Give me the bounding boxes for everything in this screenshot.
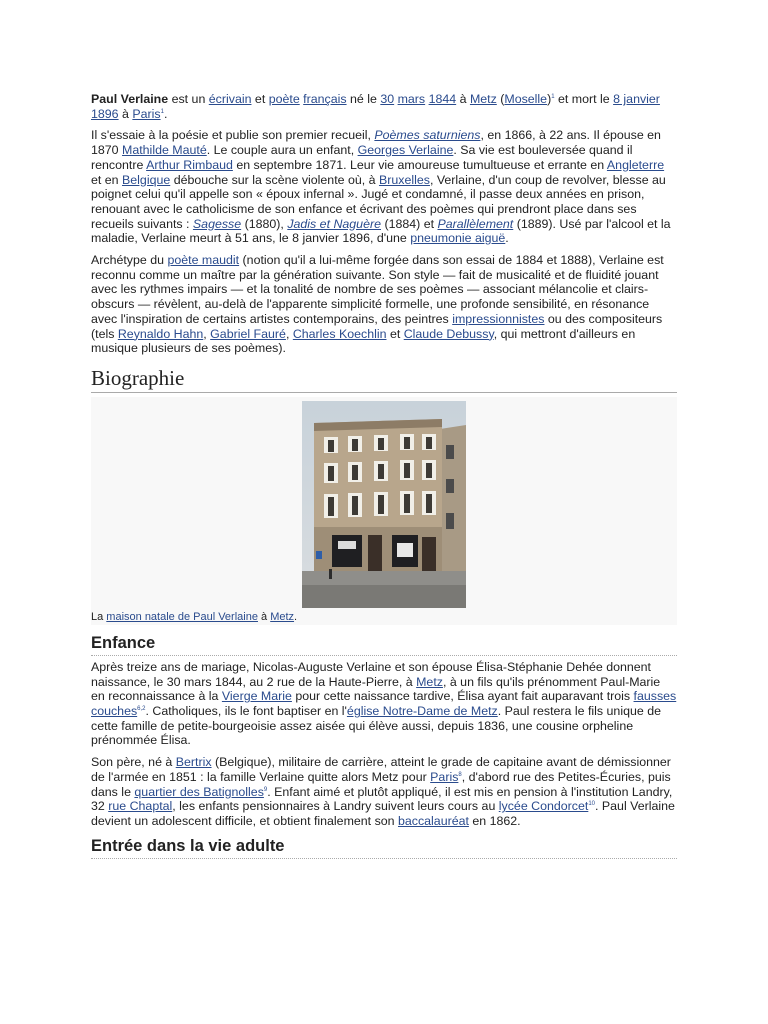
link-bruxelles[interactable]: Bruxelles	[378, 172, 430, 187]
text: (	[496, 92, 505, 106]
text: Son père, né à	[91, 755, 176, 770]
link-metz-caption[interactable]: Metz	[270, 610, 295, 623]
link-1896[interactable]: 1896	[91, 106, 119, 121]
subject-name: Paul Verlaine	[91, 92, 169, 106]
text: et	[251, 92, 269, 106]
text: , en 1866, à 22 ans. Il épouse en 1870	[91, 128, 661, 158]
text: . Le couple aura un enfant,	[206, 143, 358, 158]
link-jadis-et-naguere[interactable]: Jadis et Naguère	[287, 216, 381, 231]
text: . Catholiques, ils le font baptiser en l'	[145, 704, 347, 719]
text: , les enfants pensionnaires à Landry suivent leurs cours au	[172, 799, 499, 814]
text: La	[91, 610, 107, 623]
intro-paragraph-2	[91, 128, 677, 246]
footnote-ref[interactable]: 8	[458, 771, 462, 778]
text: Il s'essaie à la poésie et publie son premier recueil,	[91, 128, 375, 143]
text: , qui mettront d'ailleurs en musique plusieurs de ses poèmes).	[91, 326, 636, 356]
link-paris-enfance[interactable]: Paris	[430, 769, 459, 784]
text: ,	[285, 326, 293, 341]
text: et en	[91, 172, 123, 187]
text: débouche sur la scène violente où, à	[170, 172, 379, 187]
text: .	[505, 231, 509, 246]
text: (1889). Usé par l'alcool et la maladie, Verlaine meurt à 51 ans, le 8 janvier 1896, d'une	[91, 216, 671, 246]
link-bertrix[interactable]: Bertrix	[175, 755, 212, 770]
footnote-ref[interactable]: 6,2	[137, 705, 146, 712]
link-angleterre[interactable]: Angleterre	[606, 157, 665, 172]
link-30[interactable]: 30	[380, 92, 395, 106]
text: .	[163, 106, 168, 121]
link-ecrivain[interactable]: écrivain	[208, 92, 252, 106]
link-poete-maudit[interactable]: poète maudit	[167, 253, 240, 268]
link-fausses-couches[interactable]: fausses couches	[91, 689, 677, 719]
link-claude-debussy[interactable]: Claude Debussy	[403, 326, 494, 341]
link-mars[interactable]: mars	[397, 92, 426, 106]
text: . Enfant aimé et plutôt appliqué, il est mis en pension à l'institution Landry, 32	[91, 784, 673, 814]
link-vierge-marie[interactable]: Vierge Marie	[221, 689, 292, 704]
footnote-ref[interactable]: 10	[588, 801, 596, 808]
section-heading-vie-adulte: Entrée dans la vie adulte	[91, 836, 677, 859]
link-parallelement[interactable]: Parallèlement	[437, 216, 514, 231]
link-lycee-condorcet[interactable]: lycée Condorcet	[498, 799, 589, 814]
footnote-ref[interactable]: 9	[263, 786, 268, 793]
article-body	[91, 92, 677, 863]
link-moselle[interactable]: Moselle	[504, 92, 548, 106]
link-reynaldo-hahn[interactable]: Reynaldo Hahn	[117, 326, 204, 341]
link-1844[interactable]: 1844	[428, 92, 457, 106]
text: est un	[168, 92, 209, 106]
section-heading-enfance: Enfance	[91, 633, 677, 656]
text: . Sa vie est bouleversée quand il rencontre	[91, 143, 633, 172]
text: (notion qu'il a lui-même forgée dans son essai de 1884 et 1888), Verlaine est reconnu comme un maître par la génération suivante. Son style — fait de musicalité et de fluidité jouant avec les rythmes impairs — et la tonalité de nombre de ses poèmes — associant mélancolie et clairs-obscurs — révèlent, au-delà de l'apparente simplicité formelle, une profonde sensibilité, en résonance avec l'inspiration de certains artistes contemporains, des peintres	[91, 253, 664, 326]
link-pneumonie[interactable]: pneumonie aiguë	[410, 231, 506, 246]
text: et	[386, 326, 404, 341]
building-image	[302, 401, 466, 608]
link-poemes-saturniens[interactable]: Poèmes saturniens	[374, 128, 481, 143]
link-gabriel-faure[interactable]: Gabriel Fauré	[210, 326, 286, 341]
text: né le	[346, 92, 381, 106]
footnote-ref[interactable]: 1	[551, 93, 555, 100]
link-8-janvier[interactable]: 8 janvier	[613, 92, 660, 106]
text: à	[456, 92, 470, 106]
link-metz[interactable]: Metz	[469, 92, 497, 106]
link-georges-verlaine[interactable]: Georges Verlaine	[357, 143, 454, 158]
text: en 1862.	[468, 813, 521, 828]
text: , d'abord rue des Petites-Écuries, puis dans le	[91, 769, 671, 799]
link-metz-enfance[interactable]: Metz	[416, 674, 443, 689]
link-maison-natale[interactable]: maison natale de Paul Verlaine	[106, 610, 258, 623]
text: , Verlaine, d'un coup de revolver, blesse au poignet celui qu'il appelle son « époux infernal ». Jugé et condamné, il passe deux années en prison, renouant avec le catholicisme de son enfance et écrivant des poèmes qui prendront place dans ses recueils suivants :	[91, 172, 666, 231]
link-belgique[interactable]: Belgique	[122, 172, 171, 187]
text: à	[118, 106, 133, 121]
link-baccalaureat[interactable]: baccalauréat	[397, 813, 469, 828]
intro-paragraph-1	[91, 92, 677, 121]
link-mathilde-maute[interactable]: Mathilde Mauté	[122, 143, 207, 158]
text: en septembre 1871. Leur vie amoureuse tumultueuse et errante en	[232, 157, 607, 172]
text: . Paul restera le fils unique de cette famille de petite-bourgeoisie assez aisée qui élève aussi, depuis 1836, une cousine orpheline prénommée Élisa.	[91, 704, 661, 748]
enfance-paragraph-2	[91, 755, 677, 829]
link-francais[interactable]: français	[303, 92, 347, 106]
text: et mort le	[554, 92, 614, 106]
figure-caption	[91, 611, 297, 623]
link-paris[interactable]: Paris	[132, 106, 161, 121]
link-rue-chaptal[interactable]: rue Chaptal	[108, 799, 173, 814]
text: Archétype du	[91, 253, 168, 268]
text: )	[547, 92, 552, 106]
footnote-ref[interactable]: 1	[160, 108, 164, 115]
text: .	[294, 610, 298, 623]
text: (Belgique), militaire de carrière, atteint le grade de capitaine avant de démissionner de l'armée en 1851 : la famille Verlaine quitte alors Metz pour	[91, 755, 671, 784]
text: (1884) et	[381, 216, 438, 231]
enfance-paragraph-1	[91, 660, 677, 748]
section-heading-biographie: Biographie	[91, 366, 677, 393]
birthplace-photo[interactable]	[302, 401, 466, 608]
link-sagesse[interactable]: Sagesse	[192, 216, 242, 231]
link-batignolles[interactable]: quartier des Batignolles	[134, 784, 264, 799]
link-charles-koechlin[interactable]: Charles Koechlin	[292, 326, 387, 341]
link-poete[interactable]: poète	[268, 92, 300, 106]
intro-paragraph-3	[91, 253, 677, 356]
text: . Paul Verlaine devient un adolescent difficile, et obtient finalement son	[91, 799, 675, 828]
figure-birthplace	[91, 397, 677, 625]
text: à	[257, 610, 271, 623]
text: ,	[203, 326, 211, 341]
text: , à un fils qu'ils prénomment Paul-Marie en reconnaissance à la	[91, 674, 661, 704]
text: (1880),	[241, 216, 288, 231]
text: pour cette naissance tardive, Élisa ayant fait auparavant trois	[291, 689, 634, 704]
link-impressionnistes[interactable]: impressionnistes	[452, 311, 545, 326]
link-eglise-notre-dame[interactable]: église Notre-Dame de Metz	[346, 704, 498, 719]
text: ou des compositeurs (tels	[91, 311, 663, 341]
text: Après treize ans de mariage, Nicolas-Auguste Verlaine et son épouse Élisa-Stéphanie Dehée donnent naissance, le 30 mars 1844, au 2 rue de la Haute-Pierre, à	[91, 659, 651, 689]
link-arthur-rimbaud[interactable]: Arthur Rimbaud	[146, 157, 233, 172]
